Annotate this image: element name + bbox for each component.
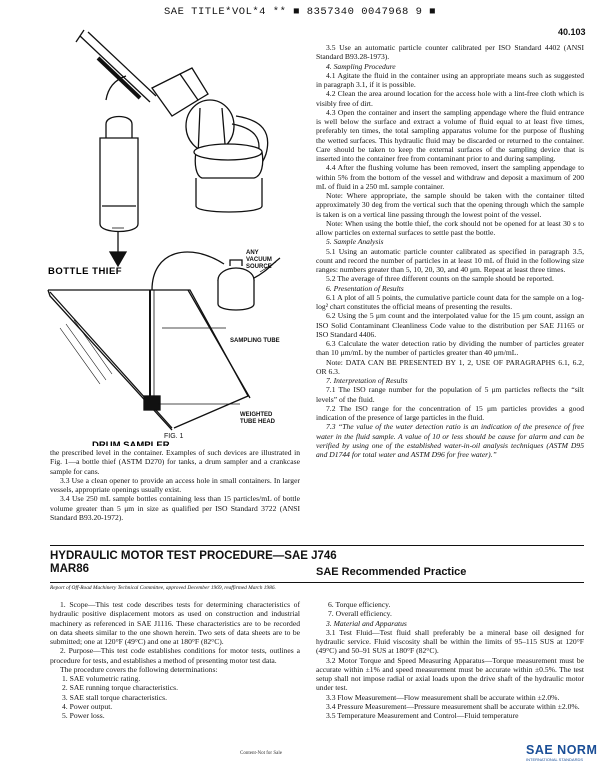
paragraph: 3.3 Flow Measurement—Flow measurement shall be accurate within ±2.0%. xyxy=(326,692,560,702)
determinations-list xyxy=(50,674,300,720)
paragraph: 6.3 Calculate the water detection ratio by dividing the number of particles greater than 10 μm/mL by the number of particles greater than 40 μm/mL. xyxy=(316,339,584,358)
callout-weighted-head: WEIGHTED TUBE HEAD xyxy=(240,412,276,425)
paragraph: 4.2 Clean the area around location for the access hole with a lint-free cloth which is visibly free of dirt. xyxy=(316,89,584,108)
paragraph: 4.4 After the flushing volume has been removed, insert the sampling appendage to within 5% from the bottom of the vessel and withdraw and deposit a maximum of 200 mL of fluid in a 250 mL sample container. xyxy=(316,163,584,191)
paragraph: 3.4 Pressure Measurement—Pressure measurement shall be accurate within ±2.0%. xyxy=(326,701,580,711)
paragraph: 5.2 The average of three different counts on the sample should be reported. xyxy=(326,274,554,284)
paragraph: Note: DATA CAN BE PRESENTED BY 1, 2, USE OF PARAGRAPHS 6.1, 6.2, OR 6.3. xyxy=(316,357,584,376)
logo-text: SAE NORM xyxy=(526,743,598,757)
sampling-devices-drawing xyxy=(40,28,325,446)
bottle-thief-label: BOTTLE THIEF xyxy=(48,266,123,277)
paragraph: 7.3 “The value of the water detection ratio is an indication of the presence of free water in the fluid sample. A value of 10 or less should be cause for alarm and can be verified by using one of the established water-in-oil analysis techniques (ASTM D95 and D1744 for total water and ASTM D96 for free water).” xyxy=(316,422,584,459)
list-item: 5. Power loss. xyxy=(62,711,105,720)
bottom-left-text xyxy=(50,600,300,720)
list-item: 6. Torque efficiency. xyxy=(328,600,391,609)
paragraph: 4.3 Open the container and insert the sampling appendage where the fluid entrance is well below the surface and extract a volume of fluid equal to at least five times, preferably ten times, the total sampling apparatus volume for the purpose of flushing the wetted surfaces. This hydraulic fluid may be discarded or returned to the container. Care should be taken to keep the external surfaces of the sampling device that is inserted into the container free from contaminant prior to and during sampling. xyxy=(316,107,584,163)
paragraph: 6.1 A plot of all 5 points, the cumulative particle count data for the sample on a log-log² chart constitutes the official means of presenting the results. xyxy=(316,292,584,311)
section-title: HYDRAULIC MOTOR TEST PROCEDURE—SAE J746 MAR86 xyxy=(50,550,337,575)
page-number: 40.103 xyxy=(558,27,586,37)
paragraph: 5.1 Using an automatic particle counter calibrated as specified in paragraph 3.5, count and record the number of particles in at least 10 mL of fluid in the following size ranges: numbers greater than 5, 10, 20, 30, and 40 μm. Repeat at least three times. xyxy=(316,246,584,274)
paragraph: 3.1 Test Fluid—Test fluid shall preferably be a mineral base oil designed for hydraulic service. Fluid viscosity shall be within the limits of 95–115 SUS at 120°F (49°C) and 50–91 SUS at 180°F (82°C). xyxy=(316,627,584,656)
figure-caption: FIG. 1 xyxy=(164,433,184,440)
paragraph: 7.2 The ISO range for the concentration of 15 μm particles provides a good indication of the presence of large particles in the fluid. xyxy=(316,403,584,422)
paragraph: the prescribed level in the container. Examples of such devices are illustrated in Fig. 1—a bottle thief (ASTM D270) for tanks, a drum sampler and a crankcase sample for cans. xyxy=(50,448,300,476)
paragraph: 1. Scope—This test code describes tests for determining characteristics of hydraulic positive displacement motors as used on construction and industrial machinery as referenced in SAE J1116. These characteristics are to be recorded on data sheets similar to the one shown herein. Two sets of data sheets are to be submitted; one at 120°F (49°C) and one at 180°F (82°C). xyxy=(50,600,300,646)
report-line: Report of Off-Road Machinery Technical Committee, approved December 1969, reaffirmed March 1986. xyxy=(50,585,276,591)
right-column-text xyxy=(316,43,584,459)
section-heading: 3. Material and Apparatus xyxy=(326,618,407,628)
section-heading: 6. Presentation of Results xyxy=(326,283,404,293)
list-item: 1. SAE volumetric rating. xyxy=(62,674,141,683)
left-column-text xyxy=(50,448,300,522)
logo-subtext: INTERNATIONAL STANDARDS xyxy=(526,757,584,762)
paragraph: 3.4 Use 250 mL sample bottles containing less than 15 particles/mL of bottle volume greater than 5 μm in size as qualified per ISO Standard 3722 (ANSI Standard B93.20-1972). xyxy=(50,494,300,522)
list-item: 3. SAE stall torque characteristics. xyxy=(62,692,168,702)
paragraph: 3.5 Temperature Measurement and Control—Fluid temperature xyxy=(326,711,519,720)
section-heading: 4. Sampling Procedure xyxy=(326,61,396,71)
running-head: SAE TITLE*VOL*4 ** ■ 8357340 0047968 9 ■ xyxy=(163,6,437,18)
paragraph: 4.1 Agitate the fluid in the container using an appropriate means such as suggested in paragraph 3.1, if it is possible. xyxy=(316,70,584,89)
callout-vacuum-source: ANY VACUUM SOURCE xyxy=(246,250,272,270)
paragraph: 2. Purpose—This test code establishes conditions for motor tests, outlines a procedure for tests, and establishes a method of presenting motor test data. xyxy=(50,646,300,665)
footer-line: Content-Not for Sale xyxy=(240,751,282,756)
paragraph: 3.2 Motor Torque and Speed Measuring Apparatus—Torque measurement must be accurate within ±1% and speed measurement must be accurate within ±0.5%. The test setup shall not impose radial or axial loads upon the drive shaft of the hydraulic motor under test. xyxy=(316,655,584,693)
callout-sampling-tube: SAMPLING TUBE xyxy=(230,338,280,344)
determinations-list-cont xyxy=(316,600,584,619)
paragraph: 6.2 Using the 5 μm count and the interpolated value for the 15 μm count, assign an ISO Solid Contaminant Cleanliness Code value to the distribution per SAE J1165 or ISO Standard 4406. xyxy=(316,311,584,339)
paragraph: Note: When using the bottle thief, the cork should not be opened for at least 30 s to allow particles on external surfaces to settle past the bottle. xyxy=(316,218,584,237)
drum-sampler-label: DRUM SAMPLER xyxy=(92,440,170,446)
paragraph: The procedure covers the following determinations: xyxy=(60,664,218,674)
figure-1 xyxy=(40,28,325,446)
sae-norm-logo xyxy=(526,743,597,762)
bottom-right-text xyxy=(316,600,584,720)
paragraph: 3.5 Use an automatic particle counter calibrated per ISO Standard 4402 (ANSI Standard B93.28-1973). xyxy=(316,43,584,62)
list-item: 4. Power output. xyxy=(62,701,113,711)
section-rule-bottom xyxy=(50,582,584,583)
paragraph: 3.3 Use a clean opener to provide an access hole in small containers. In larger vessels, appropriate openings usually exist. xyxy=(50,475,300,494)
recommended-practice-badge: SAE Recommended Practice xyxy=(316,566,467,578)
paragraph: 7.1 The ISO range number for the population of 5 μm particles reflects the “silt levels” of the fluid. xyxy=(316,385,584,404)
section-rule-top xyxy=(50,545,584,546)
list-item: 2. SAE running torque characteristics. xyxy=(62,683,178,693)
list-item: 7. Overall efficiency. xyxy=(328,609,392,619)
section-heading: 5. Sample Analysis xyxy=(326,237,384,247)
section-heading: 7. Interpretation of Results xyxy=(326,376,408,385)
paragraph: Note: Where appropriate, the sample should be taken with the container tilted approximately 30 deg from the vertical such that the opening through which the sample is taken is on a vertical line passing through the lowest point of the vessel. xyxy=(316,191,584,219)
